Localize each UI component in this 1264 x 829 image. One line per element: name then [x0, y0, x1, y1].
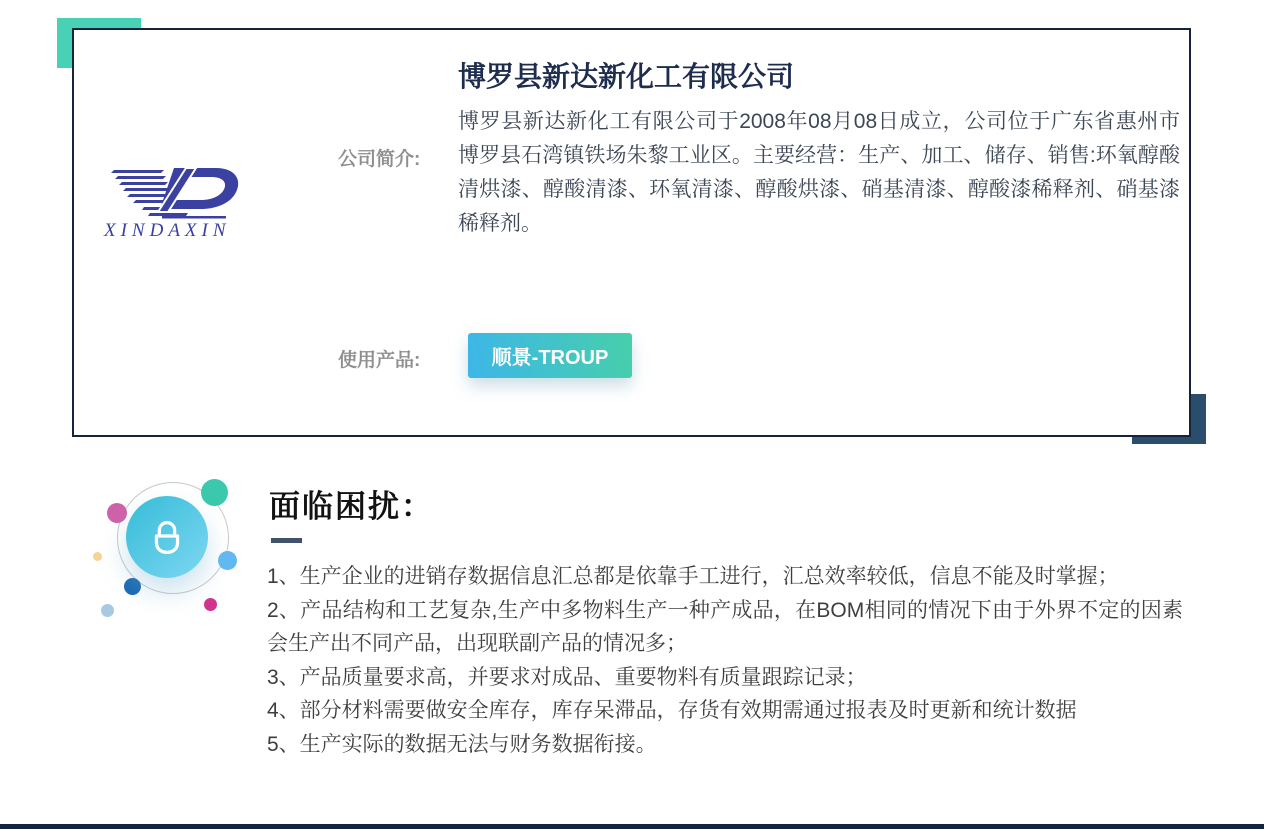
decor-dot-blue: [218, 551, 237, 570]
list-item: 5、生产实际的数据无法与财务数据衔接。: [267, 732, 657, 756]
product-button[interactable]: 顺景-TROUP: [468, 333, 632, 378]
list-item: 2、产品结构和工艺复杂,生产中多物料生产一种产成品，在BOM相同的情况下由于外界不定的因素会生产出不同产品，出现联副产品的情况多；: [267, 598, 1183, 655]
profile-text: 博罗县新达新化工有限公司于2008年08月08日成立，公司位于广东省惠州市博罗县石湾镇铁场朱黎工业区。主要经营：生产、加工、储存、销售:环氧醇酸清烘漆、醇酸清漆、环氧清漆、醇酸烘漆、硝基清漆、醇酸漆稀释剂、硝基漆稀释剂。: [458, 110, 1180, 235]
decor-dot-teal: [201, 479, 228, 506]
lock-graphic: [85, 458, 250, 633]
decor-dot-pink: [107, 503, 127, 523]
list-item: 3、产品质量要求高，并要求对成品、重要物料有质量跟踪记录；: [267, 665, 867, 689]
logo-text: XINDAXIN: [104, 220, 231, 240]
decor-dot-magenta: [204, 598, 217, 611]
bottom-divider: [0, 824, 1264, 829]
list-item: 1、生产企业的进销存数据信息汇总都是依靠手工进行，汇总效率较低，信息不能及时掌握；: [267, 565, 1119, 588]
problems-heading: 面临困扰：: [269, 489, 434, 524]
decor-dot-cream: [93, 552, 102, 561]
decor-dot-darkblue: [124, 578, 141, 595]
company-logo: [100, 160, 250, 240]
list-item: 4、部分材料需要做安全库存，库存呆滞品，存货有效期需通过报表及时更新和统计数据: [267, 699, 1077, 722]
lock-icon: [144, 514, 190, 560]
company-title: 博罗县新达新化工有限公司: [458, 61, 795, 92]
heading-dash: [271, 538, 302, 543]
products-label: 使用产品:: [338, 350, 421, 371]
profile-label: 公司简介:: [338, 149, 421, 170]
lock-circle: [126, 496, 208, 578]
decor-dot-steel: [101, 604, 114, 617]
problems-list: [267, 560, 1183, 761]
xindaxin-logo-icon: [100, 160, 250, 240]
